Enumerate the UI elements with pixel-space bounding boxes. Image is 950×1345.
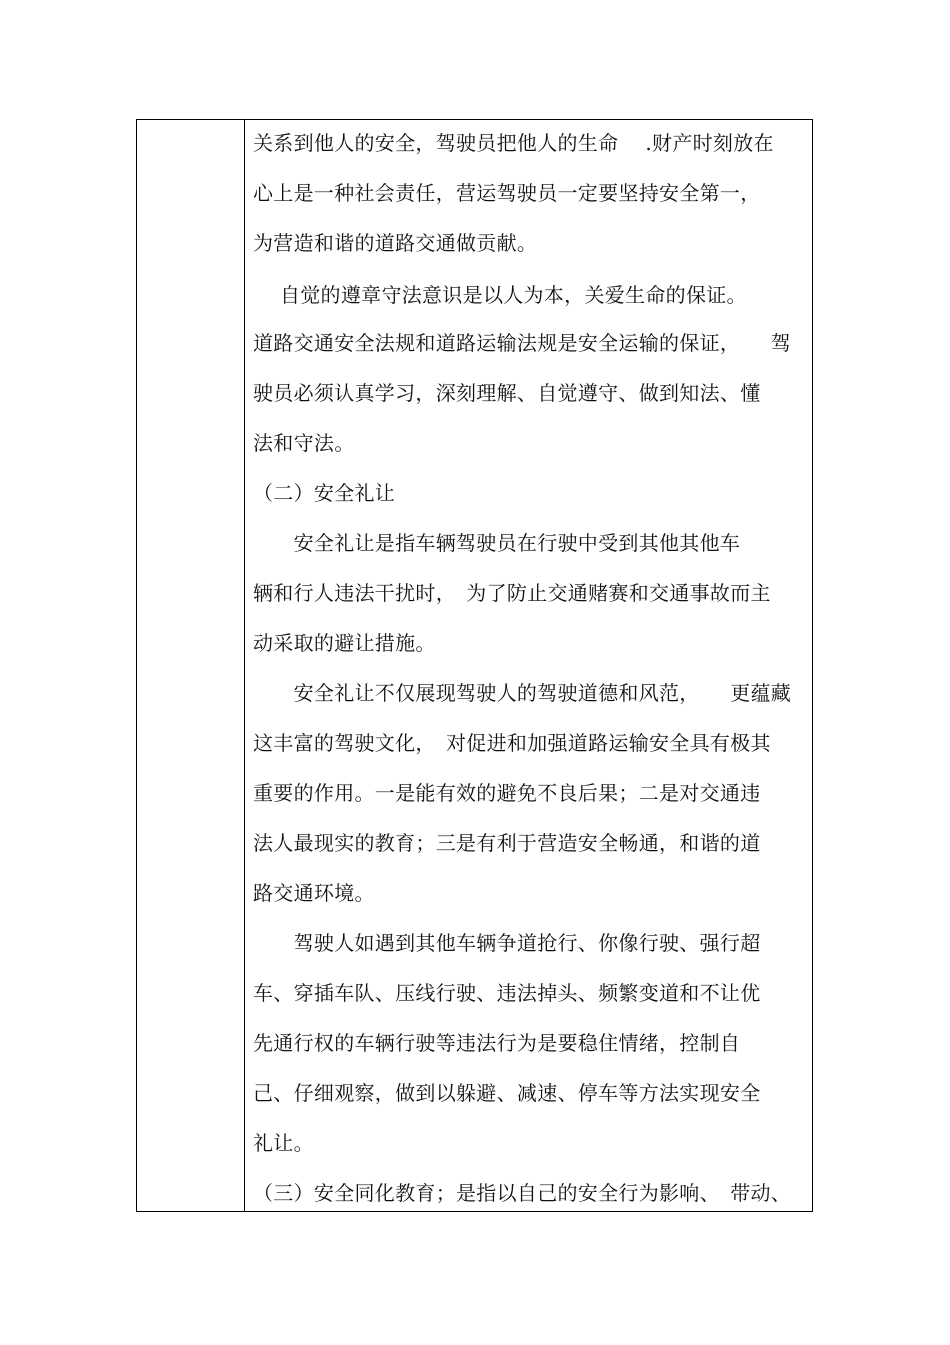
text-line: 安全礼让不仅展现驾驶人的驾驶道德和风范， 更蕴藏 [253, 681, 792, 705]
text-line: 礼让。 [253, 1131, 314, 1155]
text-line: 法人最现实的教育；三是有利于营造安全畅通，和谐的道 [253, 831, 761, 855]
text-line: 辆和行人违法干扰时， 为了防止交通赌赛和交通事故而主 [253, 581, 771, 605]
text-line: 自觉的遵章守法意识是以人为本，关爱生命的保证。 [253, 283, 747, 307]
text-line: 为营造和谐的道路交通做贡献。 [253, 231, 538, 255]
section-heading: （二）安全礼让 [253, 481, 396, 505]
text-line: 驾驶人如遇到其他车辆争道抢行、你像行驶、强行超 [253, 931, 761, 955]
text-line: 先通行权的车辆行驶等违法行为是要稳住情绪，控制自 [253, 1031, 741, 1055]
text-line: 重要的作用。一是能有效的避免不良后果；二是对交通违 [253, 781, 761, 805]
text-line: 关系到他人的安全，驾驶员把他人的生命 .财产时刻放在 [253, 131, 774, 155]
column-divider [244, 120, 245, 1211]
text-line: 驶员必须认真学习，深刻理解、自觉遵守、做到知法、懂 [253, 381, 761, 405]
text-line: 这丰富的驾驶文化， 对促进和加强道路运输安全具有极其 [253, 731, 771, 755]
text-line: 法和守法。 [253, 431, 355, 455]
text-line: 车、穿插车队、压线行驶、违法掉头、频繁变道和不让优 [253, 981, 761, 1005]
text-line: 道路交通安全法规和道路运输法规是安全运输的保证， 驾 [253, 331, 792, 355]
text-line: 安全礼让是指车辆驾驶员在行驶中受到其他其他车 [253, 531, 741, 555]
text-cell [246, 120, 812, 1211]
document-table [136, 119, 813, 1212]
section-heading: （三）安全同化教育；是指以自己的安全行为影响、 带动、 [253, 1181, 792, 1205]
text-line: 路交通环境。 [253, 881, 375, 905]
text-line: 动采取的避让措施。 [253, 631, 436, 655]
text-line: 心上是一种社会责任，营运驾驶员一定要坚持安全第一， [253, 181, 761, 205]
text-line: 己、仔细观察，做到以躲避、减速、停车等方法实现安全 [253, 1081, 761, 1105]
